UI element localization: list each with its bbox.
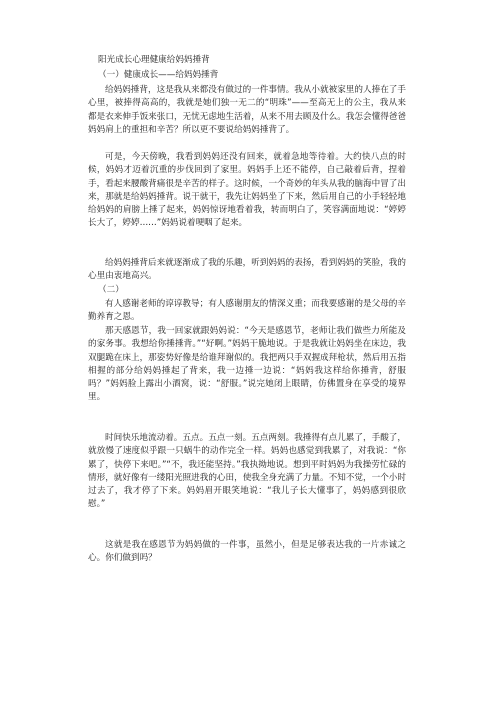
section-1-paragraph-2: 可是，今天傍晚，我看到妈妈还没有回来，就着急地等待着。大约快八点的时候，妈妈才迈着沉重的步伐回到了家里。妈妈手上还不能停，自己敲着后背，捏着手，看起来腰酸背痛很是辛苦的样子。这时候，一个奇妙的年头从我的脑海中冒了出来，那就是给妈妈捶背。说干就干，我先让妈妈坐了下来，然后用自己的小手轻轻地给妈妈的肩膀上捶了起来，妈妈惊讶地看着我，转而明白了，笑容满面地说：“婷婷长大了，婷婷……”妈妈说着哽咽了起来。 <box>88 152 406 229</box>
section-2-paragraph-1: 有人感谢老师的谆谆教导；有人感谢朋友的情深义重；而我要感谢的是父母的辛勤养育之恩。 <box>88 299 406 323</box>
document-title: 阳光成长心理健康给妈妈捶背 <box>98 55 210 65</box>
section-1-paragraph-3: 给妈妈捶背后来就逐渐成了我的乐趣，听到妈妈的表扬，看到妈妈的笑脸，我的心里由衷地高兴。 <box>88 258 406 282</box>
section-1-heading: （一）健康成长——给妈妈捶背 <box>98 70 219 80</box>
section-1-paragraph-1: 给妈妈捶背，这是我从来都没有做过的一件事情。我从小就被家里的人捧在了手心里，被捧得高高的，我就是她们独一无二的“明珠”——至高无上的公主，我从来都是衣来伸手饭来张口，无忧无虑地生活着，从来不用去顾及什么。我怎会懂得爸爸妈妈肩上的重担和辛苦？所以更不要说给妈妈捶背了。 <box>88 85 406 135</box>
section-2-paragraph-2: 那天感恩节，我一回家就跟妈妈说：“今天是感恩节，老师让我们做些力所能及的家务事。我想给你捶捶背。”“好啊。”妈妈干脆地说。于是我就让妈妈坐在床边，我双腿跪在床上，那姿势好像是给谁拜谢似的。我把两只手双握成拜枪状，然后用五指相握的部分给妈妈捶起了背来，我一边捶一边说：“妈妈我这样给你捶背，舒服吗？”妈妈脸上露出小酒窝，说：“舒服。”说完她闭上眼睛，仿佛置身在享受的境界里。 <box>88 326 406 403</box>
section-2-heading: （二） <box>98 285 124 295</box>
section-2-paragraph-4: 这就是我在感恩节为妈妈做的一件事，虽然小，但是足够表达我的一片赤诚之心。你们做到吗？ <box>88 540 406 564</box>
section-2-paragraph-3: 时间快乐地流动着。五点。五点一刻。五点两刻。我捶得有点儿累了，手酸了，就放慢了速度似乎跟一只蜗牛的动作完全一样。妈妈也感觉到我累了，对我说：“你累了，快停下来吧。”“不，我还能坚持。”我执拗地说。想到平时妈妈为我操劳忙碌的情形，就好像有一缕阳光照进我的心田，使我全身充满了力量。不知不觉，一个小时过去了，我才停了下来。妈妈眉开眼笑地说：“我儿子长大懂事了，妈妈感到很欣慰。” <box>88 433 406 510</box>
